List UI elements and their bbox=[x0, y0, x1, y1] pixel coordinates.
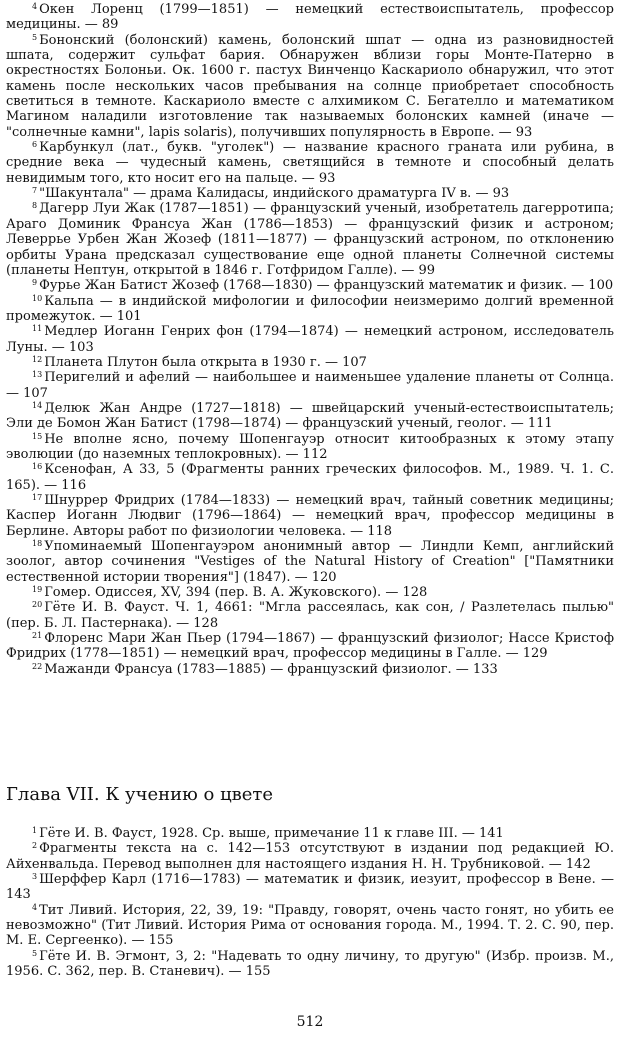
page-number: 512 bbox=[296, 1014, 324, 1030]
footnote-text: Флоренс Мари Жан Пьер (1794—1867) — французский физиолог; Нассе Кристоф Фридрих (1778—1851) — немецкий врач, профессор медицины в Галле. — 129 bbox=[6, 631, 614, 662]
footnote bbox=[6, 949, 614, 980]
footnote-number: 19 bbox=[32, 585, 43, 595]
footnote bbox=[6, 872, 614, 903]
footnote-number: 2 bbox=[32, 841, 38, 851]
footnote bbox=[6, 462, 614, 493]
footnote-number: 20 bbox=[32, 600, 43, 610]
footnote-text: Бононский (болонский) камень, болонский шпат — одна из разновидностей шпата, содержит сульфат бария. Обнаружен вблизи горы Монте-Патерно в окрестностях Болоньи. Ок. 1600 г. пастух Винченцо Каскариоло обнаружил, что этот камень после нескольких часов пребывания на солнце приобретает способность светиться в темноте. Каскариоло вместе с алхимиком С. Бегателло и математиком Магином наладили изготовление так называемых болонских камней (иначе — "солнечные камни", lapis solaris), получившиx популярность в Европе. — 93 bbox=[6, 32, 614, 140]
footnote bbox=[6, 539, 614, 585]
footnote bbox=[6, 294, 614, 325]
footnote-text: Гёте И. В. Фауст. Ч. 1, 4661: "Мгла рассеялась, как сон, / Разлетелась пылью" (пер. Б. Л. Пастернака). — 128 bbox=[6, 600, 614, 631]
footnote-text: Фурье Жан Батист Жозеф (1768—1830) — французский математик и физик. — 100 bbox=[39, 278, 614, 294]
footnote-number: 3 bbox=[32, 872, 38, 882]
footnote bbox=[6, 631, 614, 662]
footnote bbox=[6, 493, 614, 539]
footnote bbox=[6, 140, 614, 186]
footnote-number: 12 bbox=[32, 354, 43, 364]
notes-section bbox=[6, 2, 614, 677]
footnote-number: 18 bbox=[32, 539, 43, 549]
footnote-number: 22 bbox=[32, 661, 43, 671]
footnote bbox=[6, 33, 614, 140]
footnote-text: Мажанди Франсуа (1783—1885) — французский физиолог. — 133 bbox=[44, 661, 498, 677]
footnote-text: Не вполне ясно, почему Шопенгауэр относит китообразных к этому этапу эволюции (до наземных теплокровных). — 112 bbox=[6, 431, 614, 462]
footnote-number: 9 bbox=[32, 278, 38, 288]
footnote-text: Планета Плутон была открыта в 1930 г. — 107 bbox=[44, 354, 367, 370]
footnote bbox=[6, 2, 614, 33]
footnote-number: 14 bbox=[32, 400, 43, 410]
footnote bbox=[6, 201, 614, 278]
footnote-text: Дагерр Луи Жак (1787—1851) — французский ученый, изобретатель дагерротипа; Араго Доминик Франсуа Жан (1786—1853) — французский физик и астроном; Леверрье Урбен Жан Жозеф (1811—1877) — французский астроном, по отклонению орбиты Урана предсказал существование еще одной планеты Солнечной системы (планеты Нептун, открытой в 1846 г. Готфридом Галле). — 99 bbox=[6, 201, 614, 278]
footnote-text: Делюк Жан Андре (1727—1818) — швейцарский ученый-естествоиспытатель; Эли де Бомон Жан Батист (1798—1874) — французский ученый, геолог. — 111 bbox=[6, 400, 614, 432]
footnote-number: 4 bbox=[32, 2, 38, 11]
footnote-text: Медлер Иоганн Генрих фон (1794—1874) — немецкий астроном, исследователь Луны. — 103 bbox=[6, 324, 614, 355]
footnote-number: 1 bbox=[32, 826, 38, 835]
footnote-text: Шерффер Карл (1716—1783) — математик и физик, иезуит, профессор в Вене. — 143 bbox=[6, 872, 614, 903]
footnote-number: 21 bbox=[32, 631, 43, 641]
footnote bbox=[6, 600, 614, 631]
footnote-text: Ксенофан, А 33, 5 (Фрагменты ранних греческих философов. М., 1989. Ч. 1. С. 165). — 116 bbox=[6, 462, 614, 493]
footnote bbox=[6, 324, 614, 355]
footnote-text: "Шакунтала" — драма Калидасы, индийского драматурга IV в. — 93 bbox=[39, 186, 510, 202]
footnote-number: 5 bbox=[32, 32, 38, 42]
footnote bbox=[6, 355, 614, 370]
footnote-text: Перигелий и афелий — наибольшее и наименьшее удаление планеты от Солнца. — 107 bbox=[6, 370, 614, 401]
footnote bbox=[6, 432, 614, 463]
footnote-text: Гёте И. В. Эгмонт, 3, 2: "Надевать то одну личину, то другую" (Избр. произв. М., 1956. С. 362, пер. В. Станевич). — 155 bbox=[6, 948, 614, 980]
footnote-text: Шнуррер Фридрих (1784—1833) — немецкий врач, тайный советник медицины; Каспер Иоганн Людвиг (1796—1864) — немецкий врач, профессор медицины в Берлине. Авторы работ по физиологии человека. — 118 bbox=[6, 493, 614, 539]
footnote-number: 8 bbox=[32, 201, 38, 211]
footnote bbox=[6, 841, 614, 872]
footnote bbox=[6, 585, 614, 600]
footnote bbox=[6, 186, 614, 201]
chapter-heading: Глава VII. К учению о цвете bbox=[6, 784, 274, 805]
footnote-text: Окен Лоренц (1799—1851) — немецкий естествоиспытатель, профессор медицины. — 89 bbox=[6, 2, 614, 33]
chapter-notes-section bbox=[6, 826, 614, 979]
footnote-number: 13 bbox=[32, 370, 43, 380]
footnote-number: 15 bbox=[32, 431, 43, 441]
footnote-number: 7 bbox=[32, 186, 38, 196]
footnote bbox=[6, 370, 614, 401]
footnote bbox=[6, 401, 614, 432]
footnote-text: Гёте И. В. Фауст, 1928. Ср. выше, примечание 11 к главе III. — 141 bbox=[39, 826, 504, 841]
footnote-text: Кальпа — в индийской мифологии и философии неизмеримо долгий временной промежуток. — 101 bbox=[6, 293, 614, 324]
footnote-number: 4 bbox=[32, 902, 38, 912]
footnote-number: 6 bbox=[32, 140, 38, 150]
footnote bbox=[6, 662, 614, 677]
footnote-number: 5 bbox=[32, 948, 38, 958]
footnote bbox=[6, 826, 614, 841]
footnote-number: 10 bbox=[32, 293, 43, 303]
footnote-text: Гомер. Одиссея, XV, 394 (пер. В. А. Жуковского). — 128 bbox=[44, 585, 428, 601]
footnote-text: Тит Ливий. История, 22, 39, 19: "Правду, говорят, очень часто гонят, но убить ее невозможно" (Тит Ливий. История Рима от основания города. М., 1994. Т. 2. С. 90, пер. М. Е. Сергеенко). — 155 bbox=[6, 902, 614, 949]
footnote-text: Фрагменты текста на с. 142—153 отсутствуют в издании под редакцией Ю. Айхенвальда. Перевод выполнен для настоящего издания Н. Н. Трубниковой. — 142 bbox=[6, 841, 614, 872]
footnote bbox=[6, 278, 614, 293]
footnote bbox=[6, 903, 614, 949]
footnote-number: 17 bbox=[32, 493, 43, 502]
footnote-text: Карбункул (лат., букв. "уголек") — название красного граната или рубина, в средние века — чудесный камень, светящийся в темноте и способный делать невидимым того, кто носит его на пальце. — 93 bbox=[6, 140, 614, 186]
footnote-text: Упоминаемый Шопенгауэром анонимный автор — Линдли Кемп, английский зоолог, автор сочинения "Vestiges of the Natural History of Creation" ["Памятники естественной истории творения"] (1847). — 120 bbox=[6, 539, 614, 585]
footnote-number: 16 bbox=[32, 462, 43, 472]
footnote-number: 11 bbox=[32, 324, 43, 334]
